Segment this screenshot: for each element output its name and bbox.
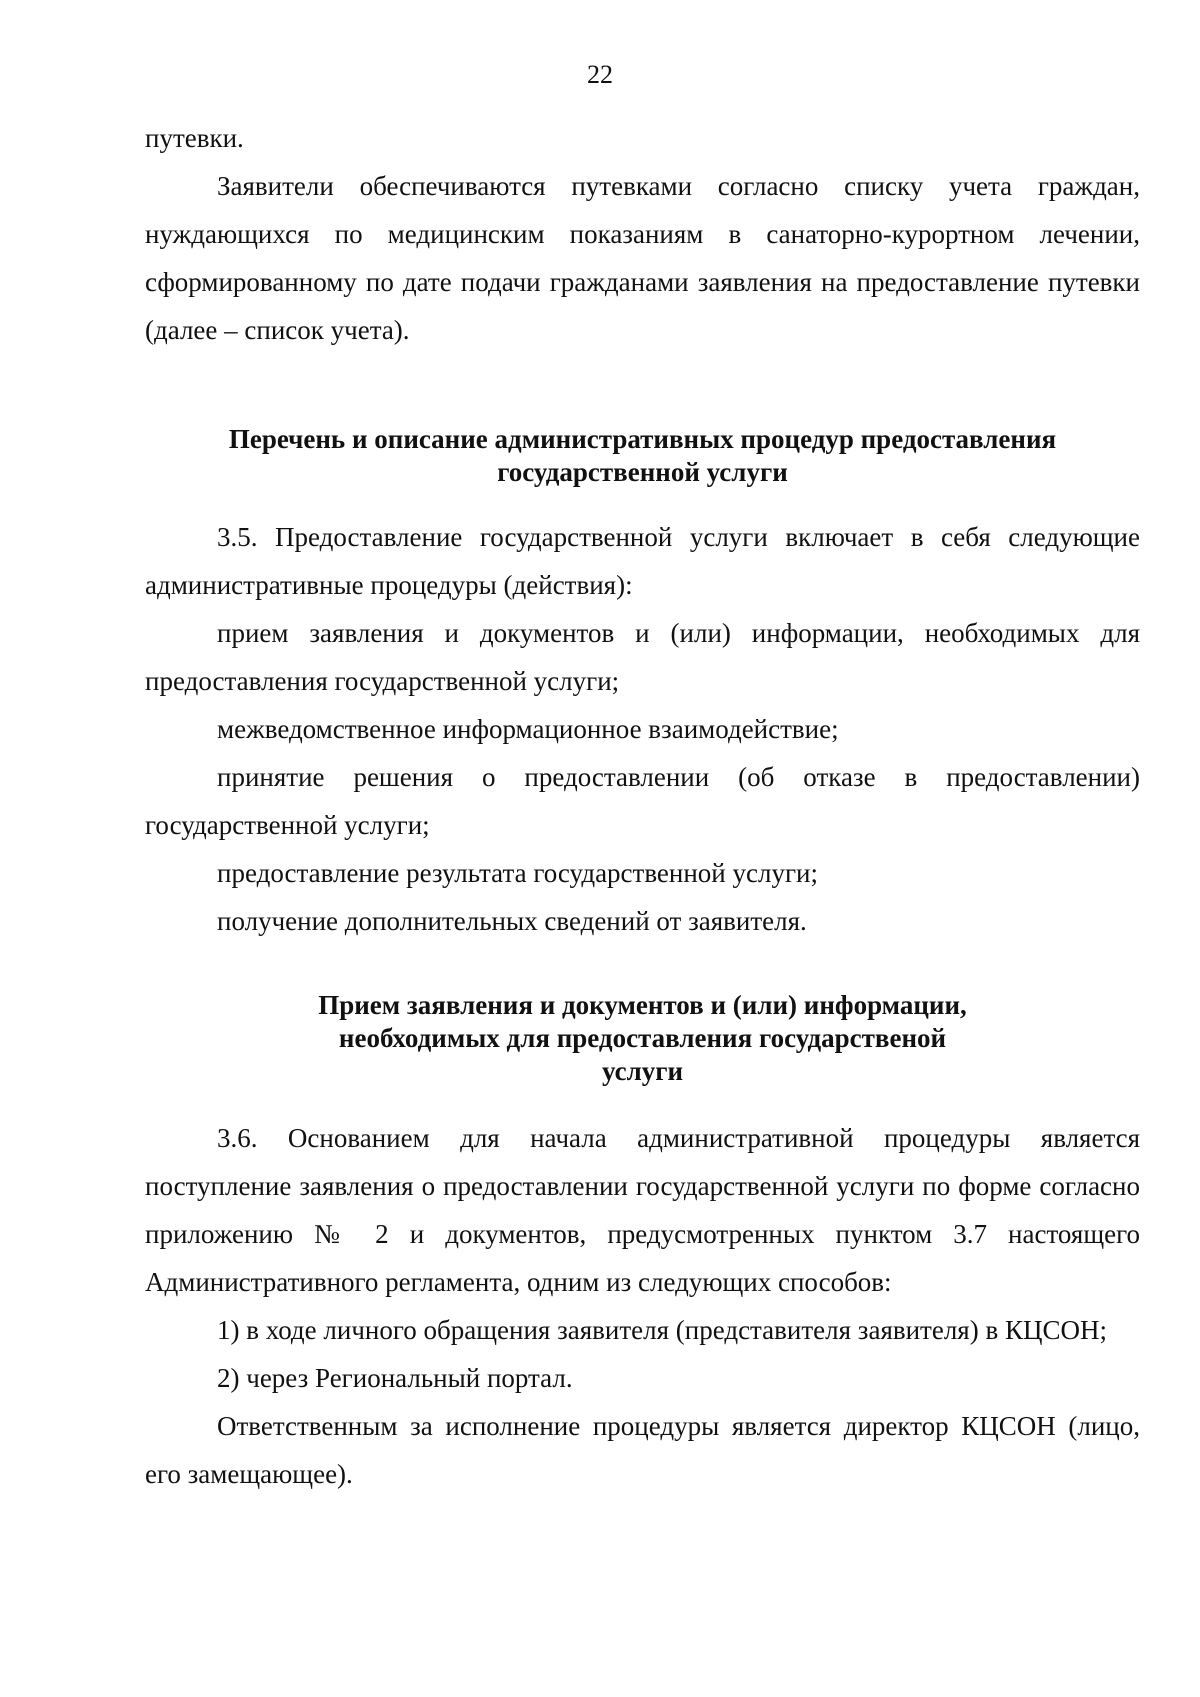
section-heading-procedures [145,423,1140,489]
list-item: принятие решения о предоставлении (об отказе в предоставлении) государственной услуги; [145,762,1140,840]
paragraph-continuation: путевки. [145,123,244,153]
intro-text-block [145,114,1140,354]
paragraph-applicants: Заявители обеспечиваются путевками согласно списку учета граждан, нуждающихся по медицинским показаниям в санаторно-курортном лечении, сформированному по дате подачи гражданами заявления на предоставление путевки (далее – список учета). [145,171,1140,345]
procedures-text-block [145,513,1140,945]
list-item: межведомственное информационное взаимодействие; [217,714,839,744]
heading-line: Прием заявления и документов и (или) информации, [318,990,967,1020]
list-item: предоставление результата государственной услуги; [217,858,818,888]
heading-line: Перечень и описание административных процедур предоставления [228,424,1057,454]
list-item: прием заявления и документов и (или) информации, необходимых для предоставления государственной услуги; [145,618,1140,696]
section-heading-application-intake [145,989,1140,1088]
heading-line: услуги [601,1056,684,1086]
paragraph-responsible: Ответственным за исполнение процедуры является директор КЦСОН (лицо, его замещающее). [145,1411,1140,1489]
paragraph-3-6: 3.6. Основанием для начала административной процедуры является поступление заявления о предоставлении государственной услуги по форме согласно приложению № 2 и документов, предусмотренных пунктом 3.7 настоящего Административного регламента, одним из следующих способов: [145,1123,1140,1297]
intake-text-block [145,1114,1140,1498]
list-item: 2) через Региональный портал. [217,1363,573,1393]
heading-line: государственной услуги [497,457,788,487]
list-item: 1) в ходе личного обращения заявителя (представителя заявителя) в КЦСОН; [217,1315,1107,1345]
heading-line: необходимых для предоставления государственой [338,1023,947,1053]
page-number: 22 [587,60,613,89]
paragraph-3-5: 3.5. Предоставление государственной услуги включает в себя следующие административные процедуры (действия): [145,522,1140,600]
list-item: получение дополнительных сведений от заявителя. [217,906,807,936]
